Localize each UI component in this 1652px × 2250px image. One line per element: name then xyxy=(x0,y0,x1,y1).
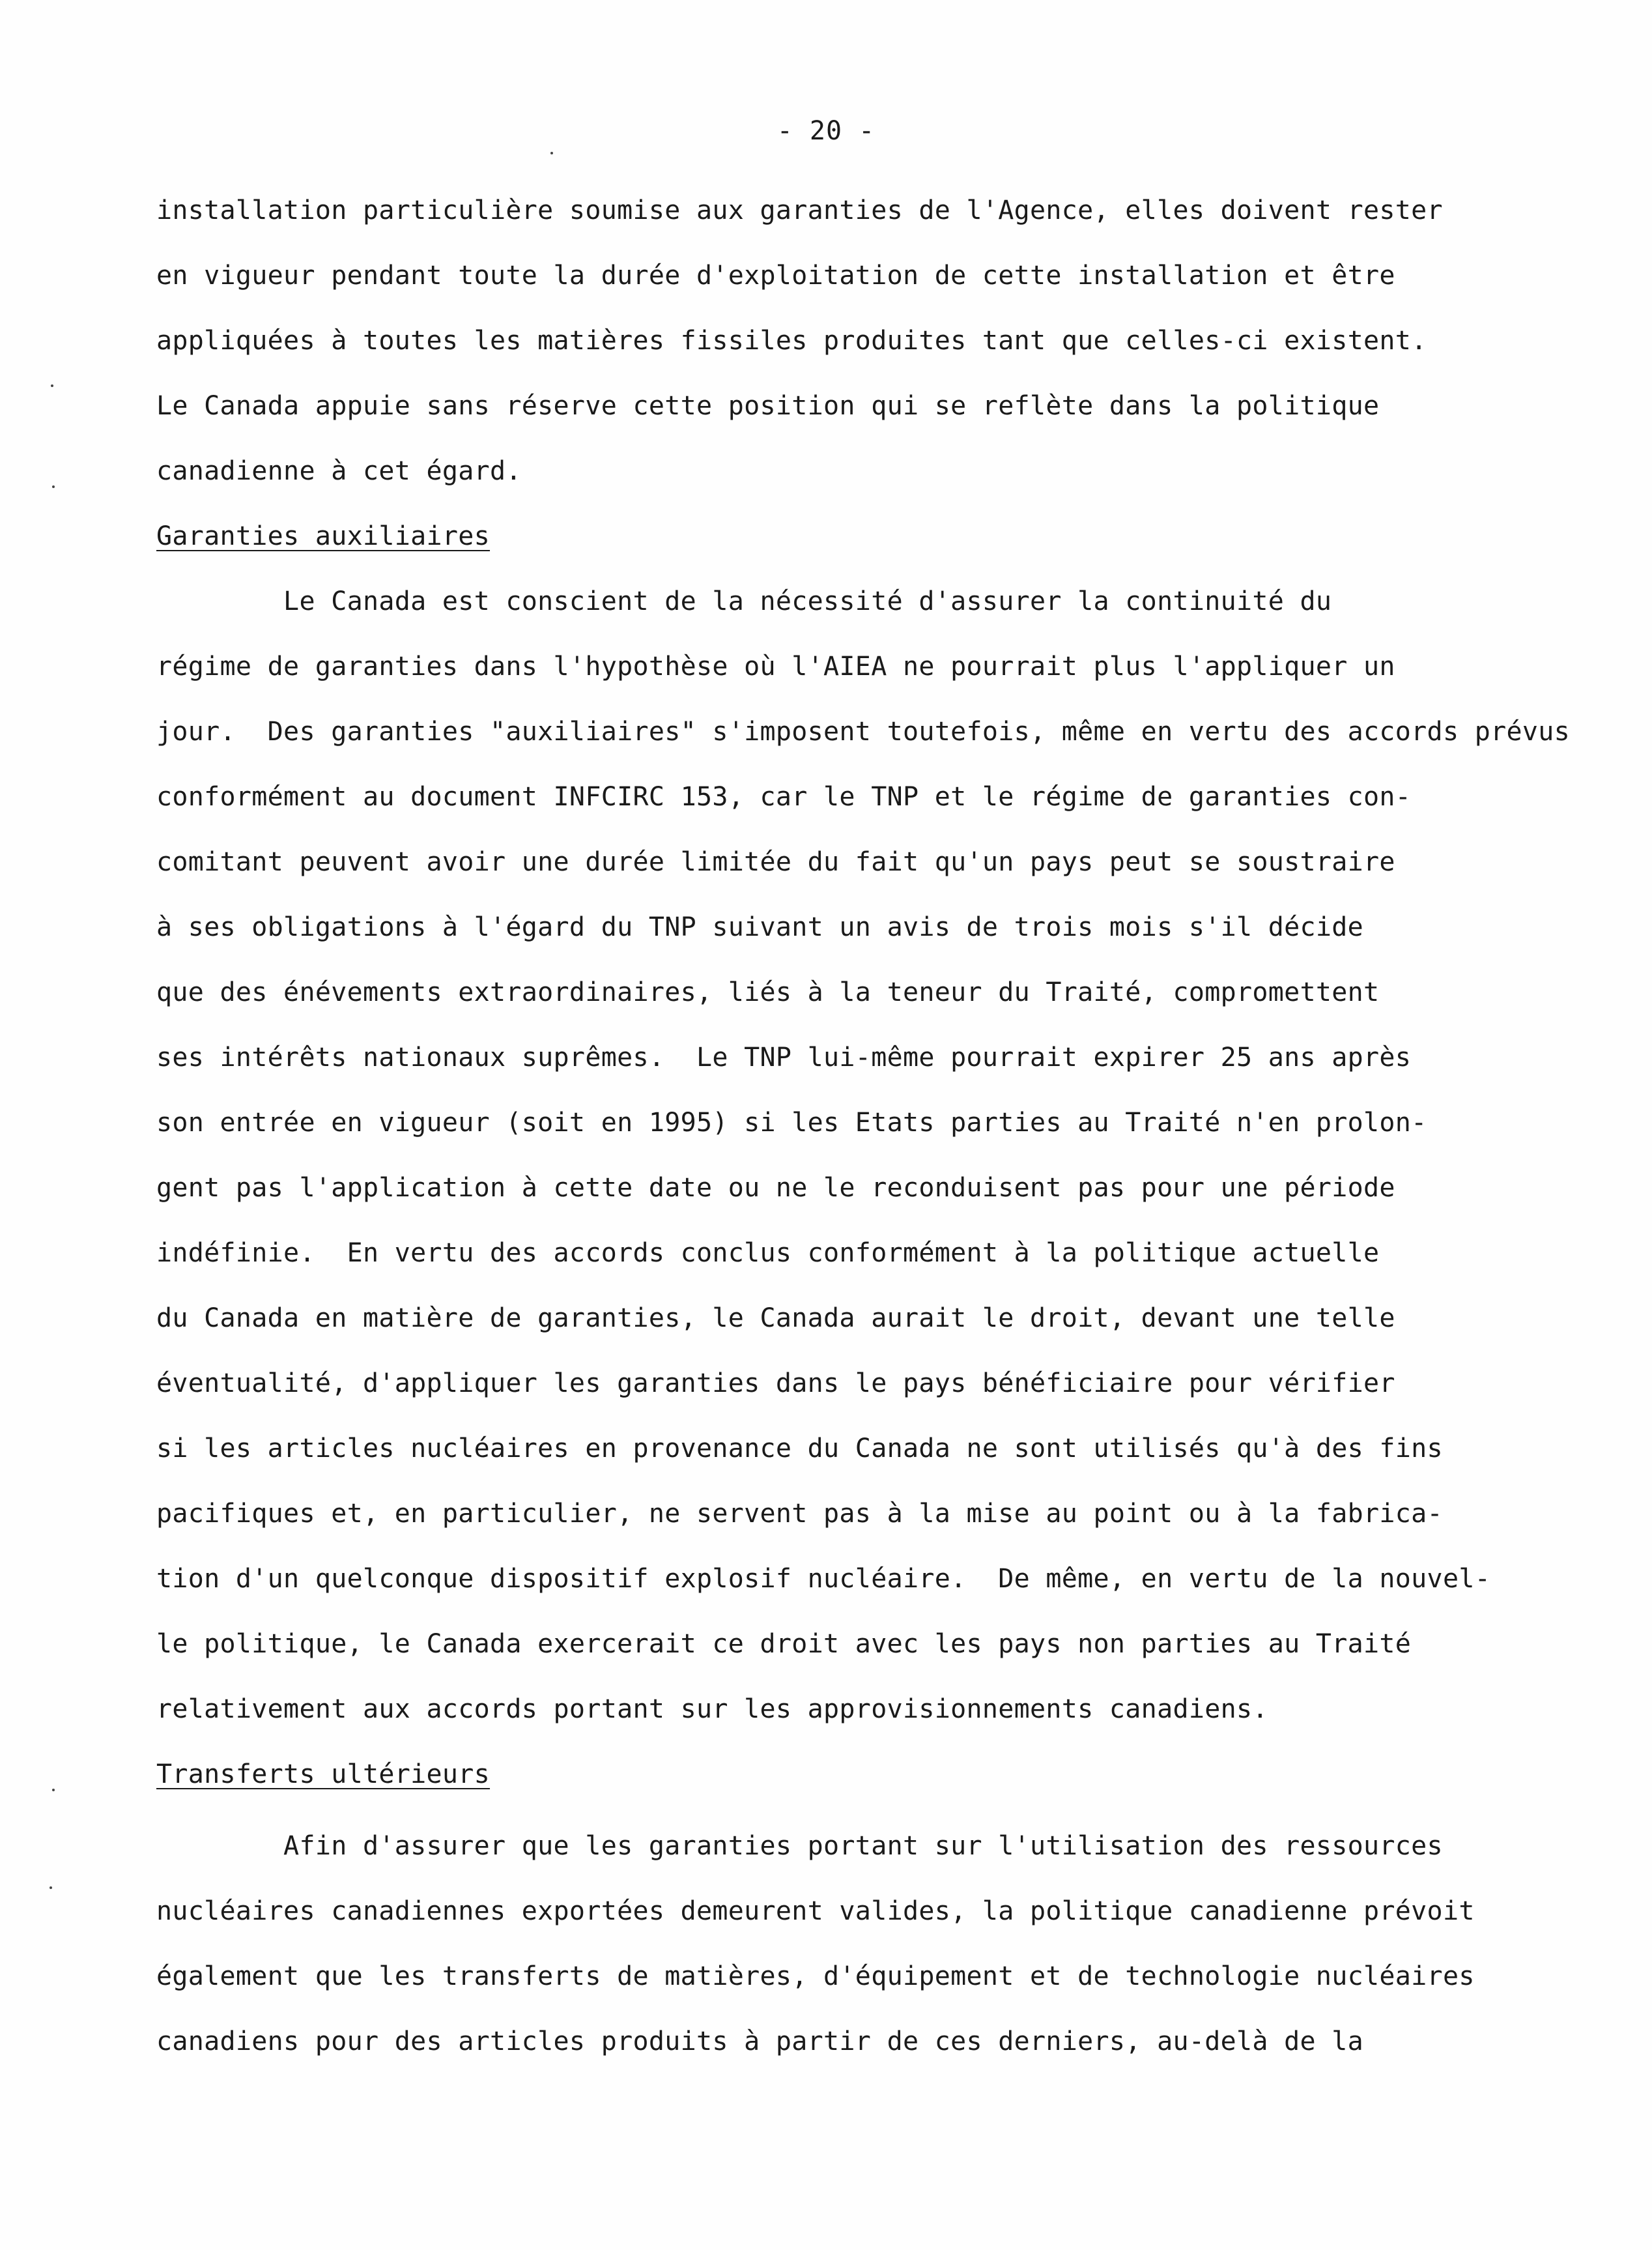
section-heading-transferts-ulterieurs: Transferts ultérieurs xyxy=(156,1759,491,1789)
page-number: - 20 - xyxy=(776,116,876,146)
paragraph-line: tion d'un quelconque dispositif explosif nucléaire. De même, en vertu de la nouvel- xyxy=(156,1564,1491,1594)
paragraph-line: à ses obligations à l'égard du TNP suivant un avis de trois mois s'il décide xyxy=(156,912,1364,942)
paragraph-line: appliquées à toutes les matières fissiles produites tant que celles-ci existent. xyxy=(156,326,1427,356)
paragraph-line: Le Canada est conscient de la nécessité d'assurer la continuité du xyxy=(156,586,1332,616)
paragraph-line: que des énévements extraordinaires, liés à la teneur du Traité, compromettent xyxy=(156,977,1380,1007)
section-heading-garanties-auxiliaires: Garanties auxiliaires xyxy=(156,521,491,551)
paragraph-line: son entrée en vigueur (soit en 1995) si les Etats parties au Traité n'en prolon- xyxy=(156,1108,1427,1138)
paragraph-line: pacifiques et, en particulier, ne servent pas à la mise au point ou à la fabrica- xyxy=(156,1499,1443,1529)
paragraph-line: en vigueur pendant toute la durée d'exploitation de cette installation et être xyxy=(156,261,1395,291)
paragraph-line: régime de garanties dans l'hypothèse où l'AIEA ne pourrait plus l'appliquer un xyxy=(156,652,1395,682)
paragraph-line: Le Canada appuie sans réserve cette position qui se reflète dans la politique xyxy=(156,391,1380,421)
scan-speck xyxy=(51,384,53,387)
paragraph-line: indéfinie. En vertu des accords conclus conformément à la politique actuelle xyxy=(156,1238,1380,1268)
paragraph-line: si les articles nucléaires en provenance du Canada ne sont utilisés qu'à des fins xyxy=(156,1434,1443,1464)
paragraph-line: conformément au document INFCIRC 153, car le TNP et le régime de garanties con- xyxy=(156,782,1412,812)
scan-speck xyxy=(52,485,55,488)
scan-speck xyxy=(550,152,553,154)
paragraph-line: éventualité, d'appliquer les garanties dans le pays bénéficiaire pour vérifier xyxy=(156,1368,1395,1398)
paragraph-line: installation particulière soumise aux garanties de l'Agence, elles doivent rester xyxy=(156,195,1443,225)
paragraph-line: relativement aux accords portant sur les approvisionnements canadiens. xyxy=(156,1694,1268,1724)
paragraph-line: également que les transferts de matières, d'équipement et de technologie nucléaires xyxy=(156,1961,1475,1991)
paragraph-line: jour. Des garanties "auxiliaires" s'imposent toutefois, même en vertu des accords prévus xyxy=(156,717,1570,747)
paragraph-line: comitant peuvent avoir une durée limitée du fait qu'un pays peut se soustraire xyxy=(156,847,1395,877)
paragraph-line: gent pas l'application à cette date ou ne le reconduisent pas pour une période xyxy=(156,1173,1395,1203)
paragraph-line: Afin d'assurer que les garanties portant sur l'utilisation des ressources xyxy=(156,1831,1443,1861)
paragraph-line: le politique, le Canada exercerait ce droit avec les pays non parties au Traité xyxy=(156,1629,1412,1659)
paragraph-line: canadiens pour des articles produits à partir de ces derniers, au-delà de la xyxy=(156,2026,1364,2056)
scan-speck xyxy=(50,1886,52,1889)
paragraph-line: du Canada en matière de garanties, le Canada aurait le droit, devant une telle xyxy=(156,1303,1395,1333)
paragraph-line: canadienne à cet égard. xyxy=(156,456,522,486)
paragraph-line: ses intérêts nationaux suprêmes. Le TNP lui-même pourrait expirer 25 ans après xyxy=(156,1043,1412,1073)
scan-speck xyxy=(52,1789,55,1791)
paragraph-line: nucléaires canadiennes exportées demeurent valides, la politique canadienne prévoit xyxy=(156,1896,1475,1926)
